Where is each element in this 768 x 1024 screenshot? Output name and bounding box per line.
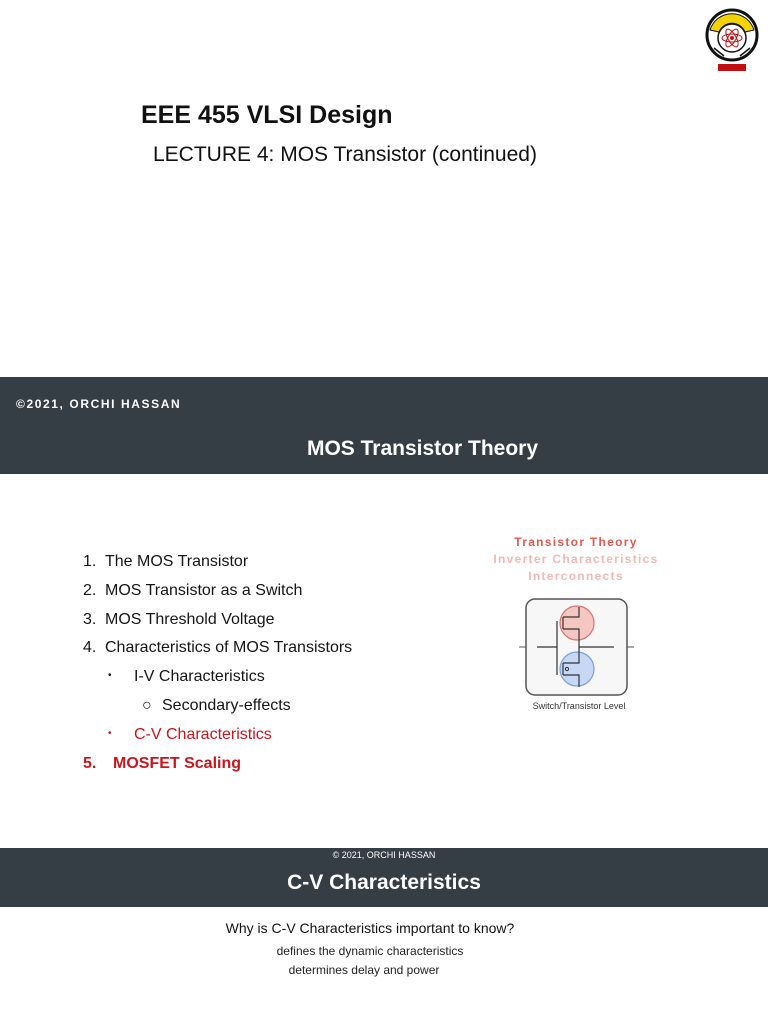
slide3-question: Why is C-V Characteristics important to know? <box>225 920 515 936</box>
stack-label-inverter: Inverter Characteristics <box>493 552 659 566</box>
diagram-caption: Switch/Transistor Level <box>532 701 626 711</box>
course-title: EEE 455 VLSI Design <box>141 101 393 129</box>
slide3-copyright: © 2021, ORCHI HASSAN <box>332 850 436 860</box>
outline-subitem-iv: • I-V Characteristics <box>108 668 265 685</box>
lecture-title: LECTURE 4: MOS Transistor (continued) <box>153 143 537 166</box>
stack-label-interconnects: Interconnects <box>528 569 624 583</box>
slide3-point-1: defines the dynamic characteristics <box>276 944 464 958</box>
outline-subitem-cv: • C-V Characteristics <box>108 726 272 743</box>
outline-item-5: 5. MOSFET Scaling <box>83 755 242 772</box>
bullet-icon: • <box>108 728 112 739</box>
outline-item-1: 1. The MOS Transistor <box>83 553 249 570</box>
outline-item-3: 3. MOS Threshold Voltage <box>83 611 275 628</box>
outline-item-4: 4. Characteristics of MOS Transistors <box>83 639 353 656</box>
outline-subitem-secondary: ○ Secondary-effects <box>142 697 291 714</box>
slide2-title: MOS Transistor Theory <box>306 437 539 460</box>
stack-label-transistor-theory: Transistor Theory <box>514 535 638 549</box>
slide3-point-2: determines delay and power <box>288 963 440 977</box>
university-logo <box>705 8 759 74</box>
switch-transistor-diagram <box>519 597 634 699</box>
slide2-copyright: ©2021, ORCHI HASSAN <box>16 397 182 411</box>
outline-item-2: 2. MOS Transistor as a Switch <box>83 582 303 599</box>
slide3-title: C-V Characteristics <box>287 871 481 894</box>
bullet-icon: • <box>108 670 112 681</box>
circle-bullet-icon: ○ <box>142 697 152 714</box>
